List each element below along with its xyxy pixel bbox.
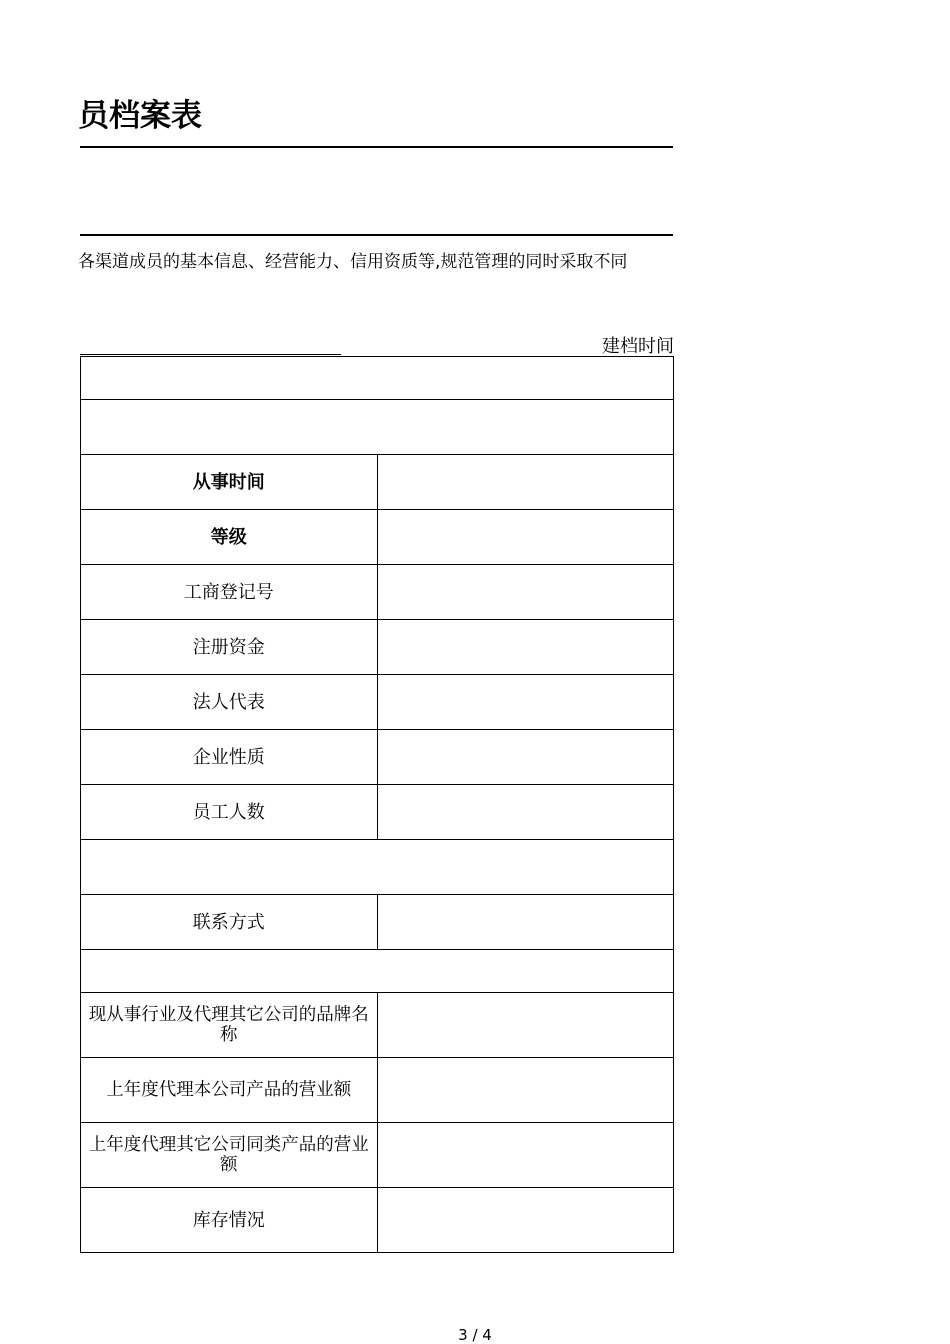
member-profile-table [80,356,674,1253]
intro-text: 各渠道成员的基本信息、经营能力、信用资质等,规范管理的同时采取不同 [78,252,628,272]
section-header-cell [81,950,674,993]
filing-date-label: 建档时间 [602,336,674,357]
table-row [81,455,674,510]
page-indicator: 3 / 4 [458,1326,492,1344]
table-row [81,565,674,620]
table-row [81,675,674,730]
field-label: 从事时间 [81,455,378,510]
field-value-cell[interactable] [377,785,674,840]
field-label: 注册资金 [81,620,378,675]
table-row [81,510,674,565]
document-title: 员档案表 [78,98,202,134]
section-divider [80,234,673,236]
table-row [81,993,674,1058]
field-value-cell[interactable] [377,993,674,1058]
field-value-cell[interactable] [377,1123,674,1188]
table-row [81,785,674,840]
field-value-cell[interactable] [377,1188,674,1253]
field-label: 现从事行业及代理其它公司的品牌名称 [81,993,378,1058]
field-value-cell[interactable] [377,895,674,950]
table-row [81,357,674,400]
table-row [81,840,674,895]
table-row [81,730,674,785]
field-value-cell[interactable] [377,620,674,675]
table-row [81,1123,674,1188]
field-label: 库存情况 [81,1188,378,1253]
field-label: 企业性质 [81,730,378,785]
title-underline [80,146,673,148]
table-row [81,620,674,675]
field-value-cell[interactable] [377,1058,674,1123]
field-value-cell[interactable] [377,675,674,730]
field-label: 上年度代理其它公司同类产品的营业额 [81,1123,378,1188]
field-label: 法人代表 [81,675,378,730]
field-label: 工商登记号 [81,565,378,620]
table-row [81,950,674,993]
field-label: 联系方式 [81,895,378,950]
table-row [81,1058,674,1123]
header-short-rule [80,354,341,355]
field-value-cell[interactable] [377,730,674,785]
field-value-cell[interactable] [377,565,674,620]
table-row [81,1188,674,1253]
field-label: 等级 [81,510,378,565]
field-label: 上年度代理本公司产品的营业额 [81,1058,378,1123]
section-header-cell [81,400,674,455]
section-header-cell [81,357,674,400]
table-row [81,400,674,455]
field-value-cell[interactable] [377,510,674,565]
field-label: 员工人数 [81,785,378,840]
table-row [81,895,674,950]
field-value-cell[interactable] [377,455,674,510]
section-header-cell [81,840,674,895]
